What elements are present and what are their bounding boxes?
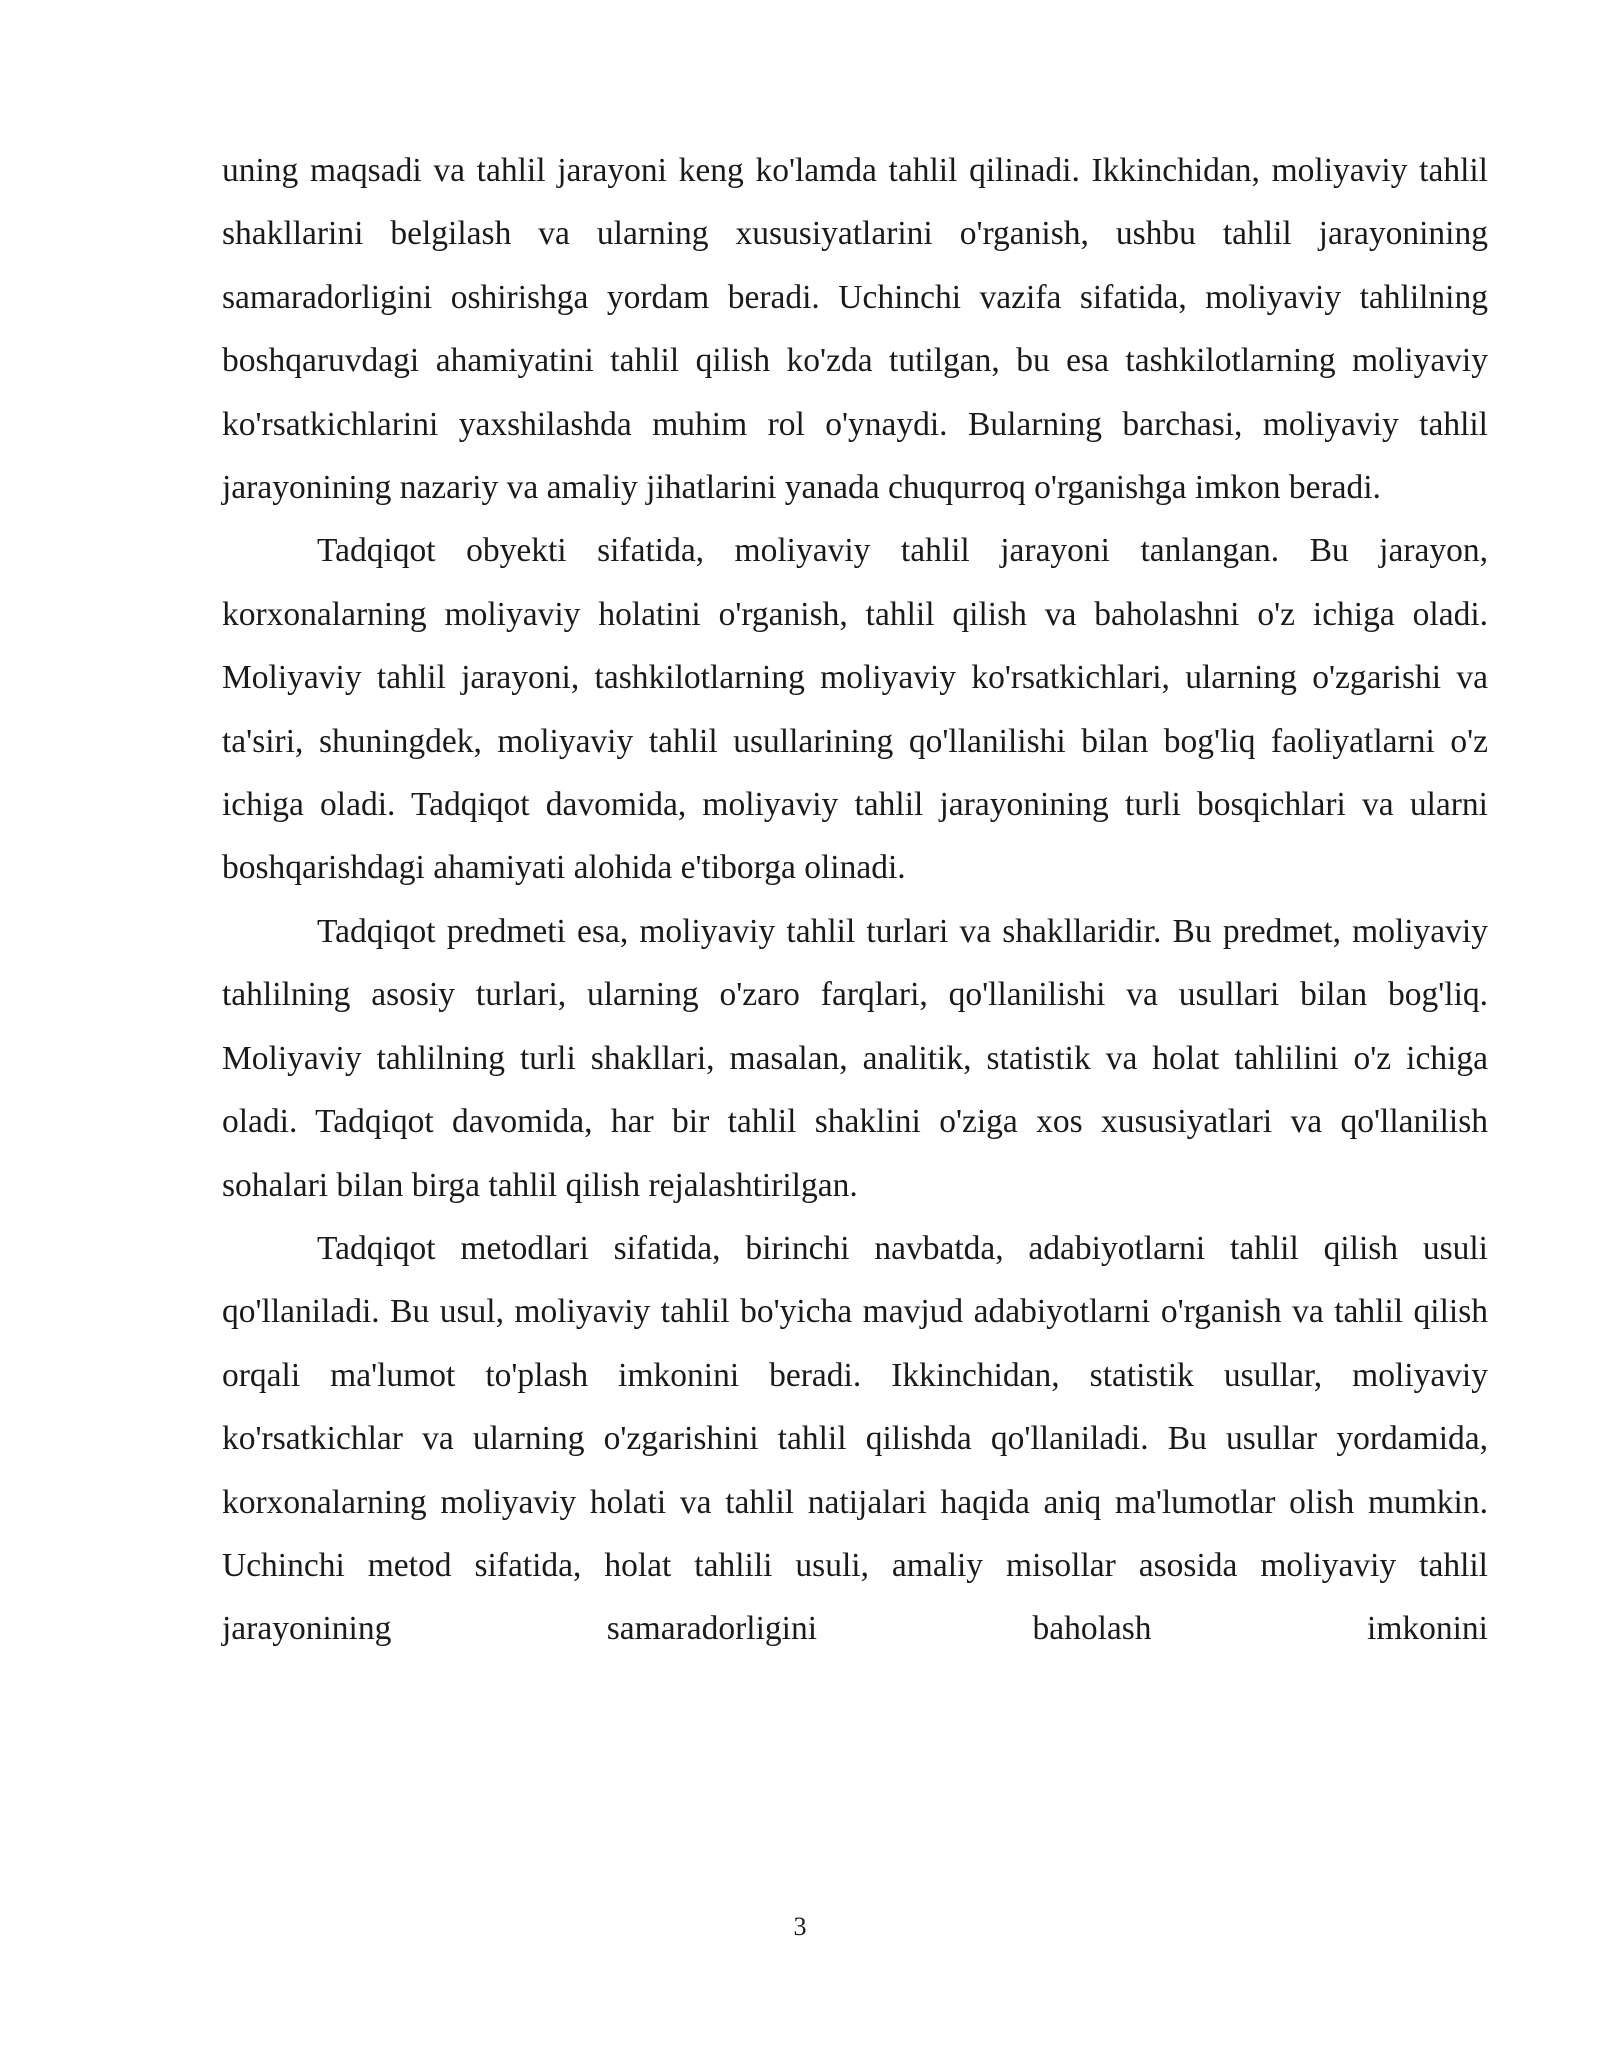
paragraph-research-subject: Tadqiqot predmeti esa, moliyaviy tahlil turlari va shakllaridir. Bu predmet, moliyaviy tahlilning asosiy turlari, ularning o'zaro farqlari, qo'llanilishi va usullari bilan bog'liq. Moliyaviy tahlilning turli shakllari, masalan, analitik, statistik va holat tahlilini o'z ichiga oladi. Tadqiqot davomida, har bir tahlil shaklini o'ziga xos xususiyatlari va qo'llanilish sohalari bilan birga tahlil qilish rejalashtirilgan. <box>222 912 1488 1204</box>
paragraph-research-object: Tadqiqot obyekti sifatida, moliyaviy tahlil jarayoni tanlangan. Bu jarayon, korxonalarning moliyaviy holatini o'rganish, tahlil qilish va baholashni o'z ichiga oladi. Moliyaviy tahlil jarayoni, tashkilotlarning moliyaviy ko'rsatkichlari, ularning o'zgarishi va ta'siri, shuningdek, moliyaviy tahlil usullarining qo'llanilishi bilan bog'liq faoliyatlarni o'z ichiga oladi. Tadqiqot davomida, moliyaviy tahlil jarayonining turli bosqichlari va ularni boshqarishdagi ahamiyati alohida e'tiborga olinadi. <box>222 532 1488 887</box>
body-text <box>222 139 1488 1661</box>
paragraph-research-methods: Tadqiqot metodlari sifatida, birinchi navbatda, adabiyotlarni tahlil qilish usuli qo'llaniladi. Bu usul, moliyaviy tahlil bo'yicha mavjud adabiyotlarni o'rganish va tahlil qilish orqali ma'lumot to'plash imkonini beradi. Ikkinchidan, statistik usullar, moliyaviy ko'rsatkichlar va ularning o'zgarishini tahlil qilishda qo'llaniladi. Bu usullar yordamida, korxonalarning moliyaviy holati va tahlil natijalari haqida aniq ma'lumotlar olish mumkin. Uchinchi metod sifatida, holat tahlili usuli, amaliy misollar asosida moliyaviy tahlil jarayonining samaradorligini baholash imkonini <box>222 1229 1488 1648</box>
paragraph-continued: uning maqsadi va tahlil jarayoni keng ko'lamda tahlil qilinadi. Ikkinchidan, moliyaviy tahlil shakllarini belgilash va ularning xususiyatlarini o'rganish, ushbu tahlil jarayonining samaradorligini oshirishga yordam beradi. Uchinchi vazifa sifatida, moliyaviy tahlilning boshqaruvdagi ahamiyatini tahlil qilish ko'zda tutilgan, bu esa tashkilotlarning moliyaviy ko'rsatkichlarini yaxshilashda muhim rol o'ynaydi. Bularning barchasi, moliyaviy tahlil jarayonining nazariy va amaliy jihatlarini yanada chuqurroq o'rganishga imkon beradi. <box>222 152 1488 507</box>
page-number: 3 <box>793 1912 807 1941</box>
